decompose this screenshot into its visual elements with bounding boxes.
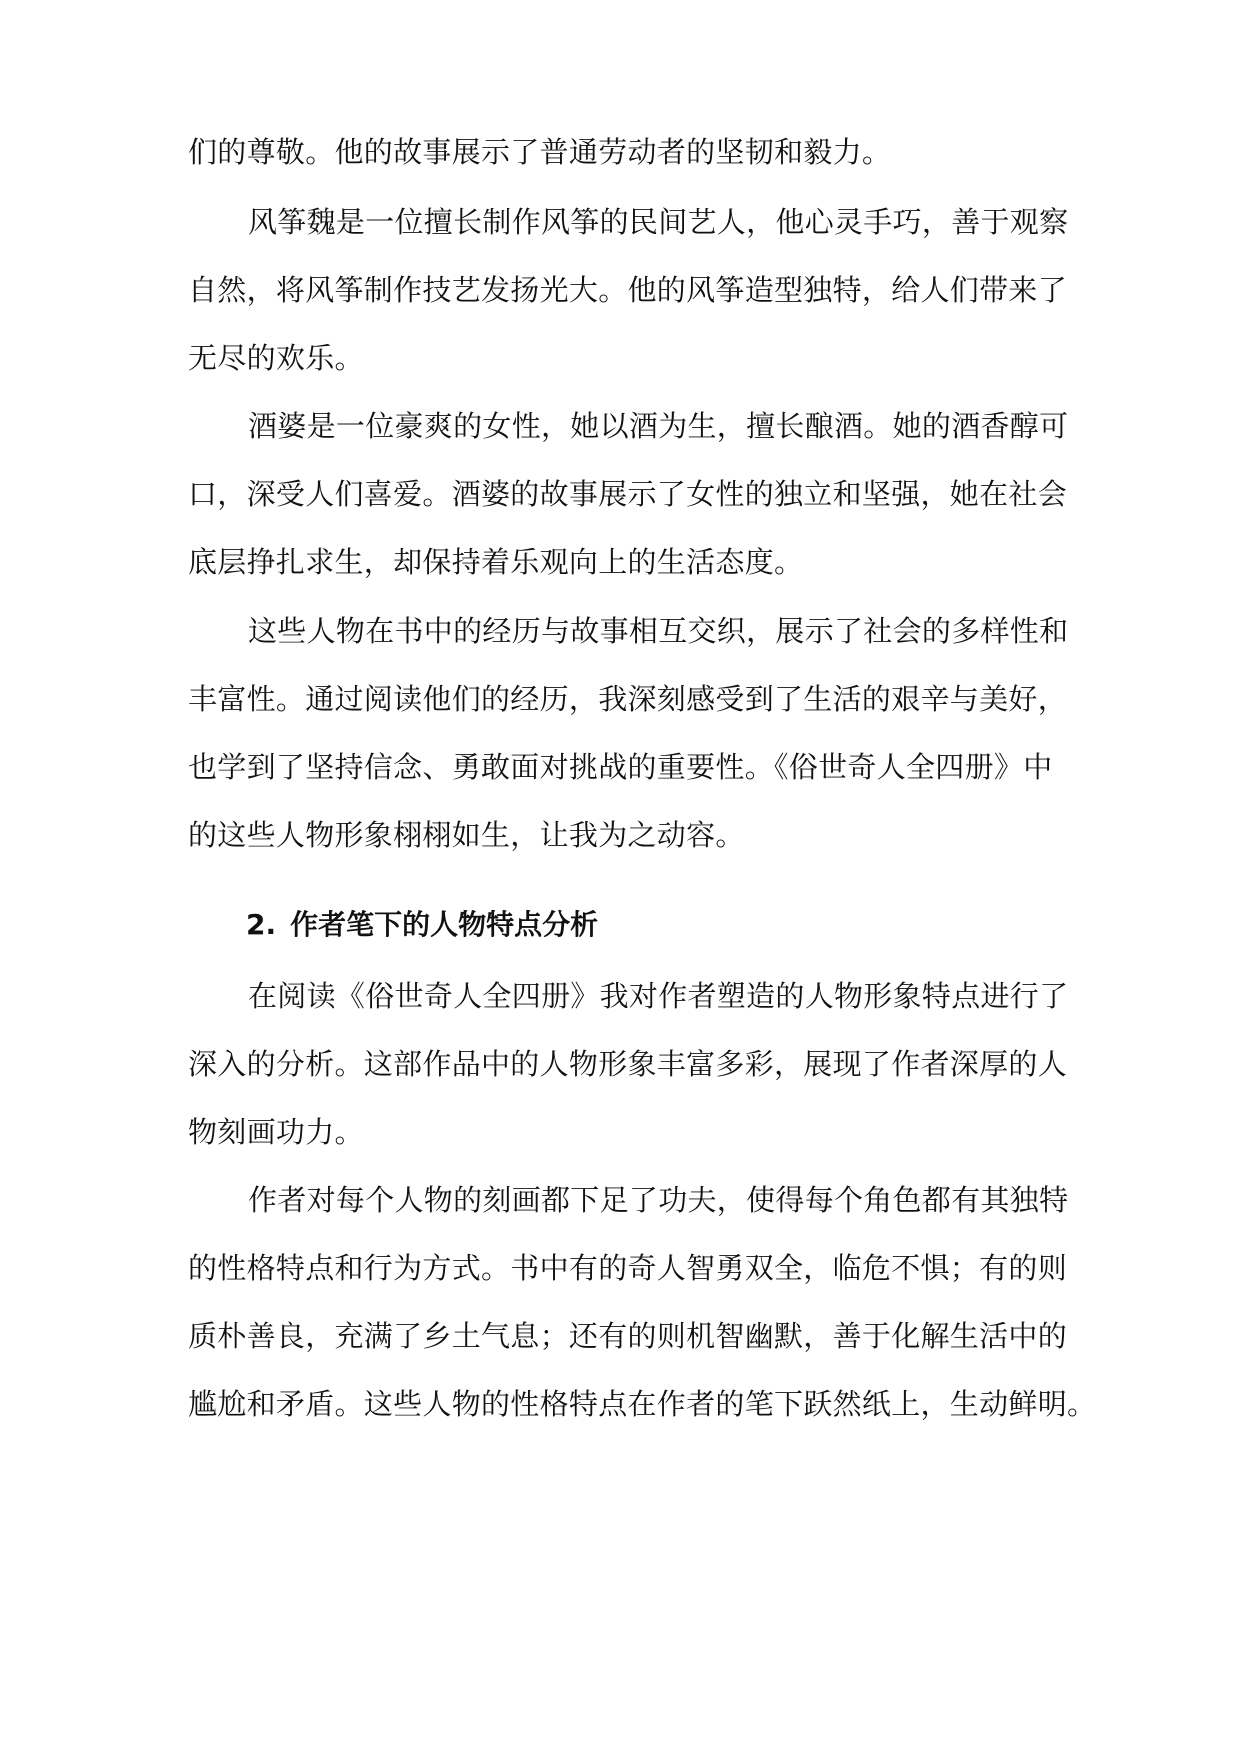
paragraph-line: 的性格特点和行为方式。书中有的奇人智勇双全，临危不惧；有的则	[188, 1251, 1068, 1285]
paragraph-line: 质朴善良，充满了乡土气息；还有的则机智幽默，善于化解生活中的	[188, 1319, 1068, 1353]
paragraph-line: 底层挣扎求生，却保持着乐观向上的生活态度。	[188, 545, 804, 579]
paragraph-line: 酒婆是一位豪爽的女性，她以酒为生，擅长酿酒。她的酒香醇可	[248, 409, 1069, 443]
paragraph-line: 尴尬和矛盾。这些人物的性格特点在作者的笔下跃然纸上，生动鲜明。	[188, 1387, 1097, 1421]
paragraph-line: 自然，将风筝制作技艺发扬光大。他的风筝造型独特，给人们带来了	[188, 273, 1068, 307]
paragraph-line: 风筝魏是一位擅长制作风筝的民间艺人，他心灵手巧，善于观察	[248, 205, 1069, 239]
paragraph-line: 这些人物在书中的经历与故事相互交织，展示了社会的多样性和	[248, 614, 1069, 648]
paragraph-line: 们的尊敬。他的故事展示了普通劳动者的坚韧和毅力。	[188, 135, 892, 169]
section-number: 2.	[246, 908, 277, 941]
paragraph-line: 的这些人物形象栩栩如生，让我为之动容。	[188, 818, 745, 852]
paragraph-line: 在阅读《俗世奇人全四册》我对作者塑造的人物形象特点进行了	[248, 979, 1069, 1013]
paragraph-line: 丰富性。通过阅读他们的经历，我深刻感受到了生活的艰辛与美好，	[188, 682, 1068, 716]
paragraph-line: 口，深受人们喜爱。酒婆的故事展示了女性的独立和坚强，她在社会	[188, 477, 1068, 511]
paragraph-line: 物刻画功力。	[188, 1115, 364, 1149]
paragraph-line: 也学到了坚持信念、勇敢面对挑战的重要性。《俗世奇人全四册》中	[188, 750, 1053, 784]
paragraph-line: 作者对每个人物的刻画都下足了功夫，使得每个角色都有其独特	[248, 1183, 1069, 1217]
paragraph-line: 无尽的欢乐。	[188, 341, 364, 375]
section-title: 作者笔下的人物特点分析	[290, 908, 599, 941]
section-heading	[246, 905, 1066, 945]
paragraph-line: 深入的分析。这部作品中的人物形象丰富多彩，展现了作者深厚的人	[188, 1047, 1068, 1081]
